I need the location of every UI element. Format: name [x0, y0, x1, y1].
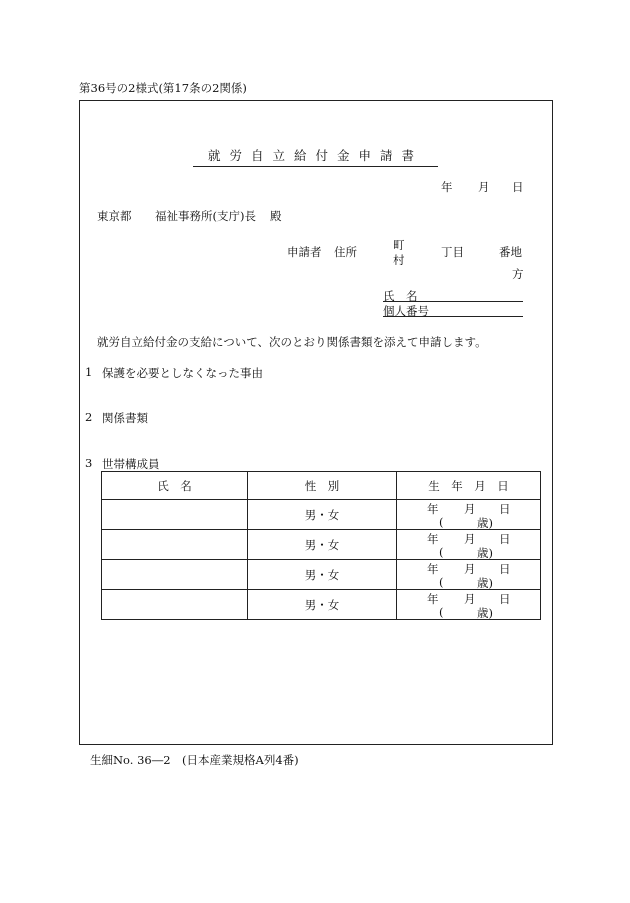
table-header-row: [102, 472, 541, 500]
application-statement: 就労自立給付金の支給について、次のとおり関係書類を添えて申請します。: [97, 335, 487, 349]
birth-day-label: 日: [499, 502, 511, 516]
household-members-table: [101, 471, 541, 620]
birth-month-label: 月: [464, 592, 476, 606]
age-label: 歳): [477, 606, 493, 620]
birth-year-label: 年: [427, 532, 439, 546]
age-open-paren: (: [439, 575, 444, 589]
table-row: [102, 530, 541, 560]
addressee-office: 福祉事務所(支庁)長: [155, 209, 256, 223]
birth-year-label: 年: [427, 592, 439, 606]
address-machi: 町: [393, 238, 405, 252]
date-day: 日: [512, 180, 524, 194]
age-open-paren: (: [439, 545, 444, 559]
age-open-paren: (: [439, 515, 444, 529]
table-row: [102, 560, 541, 590]
applicant-address-label: 住所: [334, 245, 357, 259]
item-3-label: 世帯構成員: [102, 457, 160, 471]
table-row: [102, 590, 541, 620]
item-1-number: 1: [85, 365, 93, 379]
member-sex-cell[interactable]: 男・女: [248, 560, 397, 590]
date-month: 月: [478, 180, 490, 194]
age-open-paren: (: [439, 605, 444, 619]
birth-month-label: 月: [464, 532, 476, 546]
member-birthdate-cell[interactable]: [397, 530, 541, 560]
addressee-honorific: 殿: [270, 209, 282, 223]
address-chome: 丁目: [441, 245, 464, 259]
column-header-name: 氏 名: [102, 472, 248, 500]
item-2-number: 2: [85, 410, 93, 424]
date-year: 年: [441, 180, 453, 194]
item-1-label: 保護を必要としなくなった事由: [102, 366, 263, 380]
column-header-sex: 性 別: [248, 472, 397, 500]
birth-month-label: 月: [464, 562, 476, 576]
member-birthdate-cell[interactable]: [397, 500, 541, 530]
form-number-label: 第36号の2様式(第17条の2関係): [79, 81, 247, 95]
member-sex-cell[interactable]: 男・女: [248, 500, 397, 530]
address-kata: 方: [512, 267, 524, 281]
item-2-label: 関係書類: [102, 411, 148, 425]
form-frame: [79, 100, 553, 745]
member-sex-cell[interactable]: 男・女: [248, 530, 397, 560]
birth-year-label: 年: [427, 562, 439, 576]
form-title: 就労自立給付金申請書: [193, 146, 438, 167]
age-label: 歳): [477, 576, 493, 590]
member-name-cell[interactable]: [102, 560, 248, 590]
applicant-name-label: 氏 名: [383, 289, 418, 303]
birth-month-label: 月: [464, 502, 476, 516]
applicant-my-number-field[interactable]: [383, 303, 523, 317]
address-mura: 村: [393, 253, 405, 267]
member-birthdate-cell[interactable]: [397, 590, 541, 620]
column-header-birthdate: 生 年 月 日: [397, 472, 541, 500]
age-label: 歳): [477, 516, 493, 530]
member-name-cell[interactable]: [102, 500, 248, 530]
address-banchi: 番地: [499, 245, 522, 259]
birth-year-label: 年: [427, 502, 439, 516]
birth-day-label: 日: [499, 592, 511, 606]
table-row: [102, 500, 541, 530]
member-name-cell[interactable]: [102, 590, 248, 620]
member-birthdate-cell[interactable]: [397, 560, 541, 590]
applicant-my-number-label: 個人番号: [383, 304, 429, 318]
addressee-city: 東京都: [97, 209, 132, 223]
member-name-cell[interactable]: [102, 530, 248, 560]
item-3-number: 3: [85, 456, 93, 470]
applicant-name-field[interactable]: [383, 288, 523, 302]
birth-day-label: 日: [499, 562, 511, 576]
applicant-label: 申請者: [287, 245, 322, 259]
age-label: 歳): [477, 546, 493, 560]
birth-day-label: 日: [499, 532, 511, 546]
footer-form-code: 生細No. 36―2 (日本産業規格A列4番): [90, 753, 299, 767]
member-sex-cell[interactable]: 男・女: [248, 590, 397, 620]
